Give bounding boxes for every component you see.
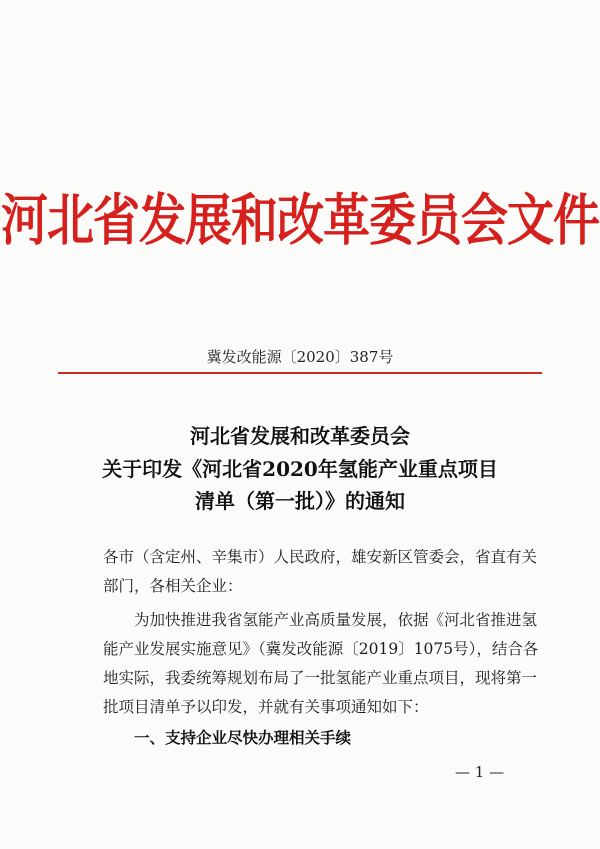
section-heading-1: 一、支持企业尽快办理相关手续 (134, 729, 352, 747)
addressee-line-1: 各市（含定州、辛集市）人民政府，雄安新区管委会，省直有关 (103, 548, 538, 566)
body-line-2: 能产业发展实施意见》（冀发改能源〔2019〕1075号），结合各 (103, 640, 539, 658)
red-divider-line (58, 372, 542, 374)
notice-title-line-1: 河北省发展和改革委员会 (190, 424, 410, 448)
document-number: 冀发改能源〔2020〕387号 (206, 348, 394, 366)
body-line-3: 地实际，我委统筹规划布局了一批氢能产业重点项目，现将第一 (103, 669, 538, 687)
body-line-4: 批项目清单予以印发，并就有关事项通知如下： (103, 698, 429, 716)
page-number: — 1 — (455, 763, 505, 781)
notice-title-line-3: 清单（第一批）》的通知 (195, 489, 405, 513)
notice-title-line-2: 关于印发《河北省2020年氢能产业重点项目 (102, 457, 498, 481)
addressee-line-2: 部门，各相关企业： (103, 577, 243, 595)
document-header-title: 河北省发展和改革委员会文件 (1, 188, 599, 254)
body-line-1: 为加快推进我省氢能产业高质量发展，依据《河北省推进氢 (134, 611, 538, 629)
